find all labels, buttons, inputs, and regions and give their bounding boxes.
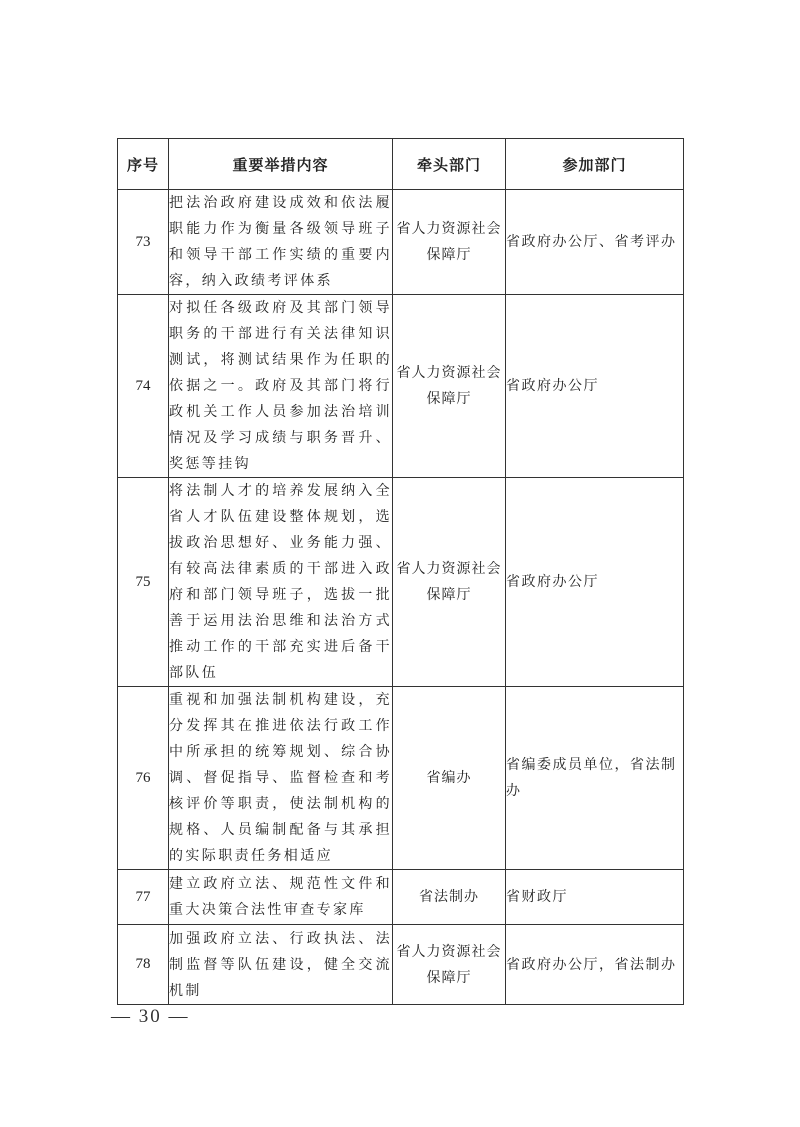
row-content: 将法制人才的培养发展纳入全省人才队伍建设整体规划，选拔政治思想好、业务能力强、有较高法律素质的干部进入政府和部门领导班子，选拔一批善于运用法治思维和法治方式推动工作的干部充实进后备干部队伍 [169, 478, 393, 687]
row-lead-department: 省编办 [393, 687, 506, 870]
row-content: 加强政府立法、行政执法、法制监督等队伍建设，健全交流机制 [169, 925, 393, 1005]
table-row [118, 925, 684, 1005]
header-content: 重要举措内容 [169, 139, 393, 190]
row-lead-department: 省人力资源社会保障厅 [393, 925, 506, 1005]
row-content: 把法治政府建设成效和依法履职能力作为衡量各级领导班子和领导干部工作实绩的重要内容，纳入政绩考评体系 [169, 190, 393, 295]
row-number: 75 [118, 478, 169, 687]
table-row [118, 478, 684, 687]
row-participating-departments: 省政府办公厅、省考评办 [506, 190, 684, 295]
row-lead-department: 省人力资源社会保障厅 [393, 295, 506, 478]
header-lead-department: 牵头部门 [393, 139, 506, 190]
row-lead-department: 省人力资源社会保障厅 [393, 478, 506, 687]
header-participating-departments: 参加部门 [506, 139, 684, 190]
page-number: — 30 — [111, 1006, 190, 1027]
table-row [118, 870, 684, 925]
row-participating-departments: 省财政厅 [506, 870, 684, 925]
row-lead-department: 省法制办 [393, 870, 506, 925]
table-header-row [118, 139, 684, 190]
row-participating-departments: 省政府办公厅 [506, 478, 684, 687]
row-number: 74 [118, 295, 169, 478]
row-number: 77 [118, 870, 169, 925]
row-content: 对拟任各级政府及其部门领导职务的干部进行有关法律知识测试，将测试结果作为任职的依据之一。政府及其部门将行政机关工作人员参加法治培训情况及学习成绩与职务晋升、奖惩等挂钩 [169, 295, 393, 478]
row-participating-departments: 省编委成员单位，省法制办 [506, 687, 684, 870]
row-content: 重视和加强法制机构建设，充分发挥其在推进依法行政工作中所承担的统筹规划、综合协调、督促指导、监督检查和考核评价等职责，使法制机构的规格、人员编制配备与其承担的实际职责任务相适应 [169, 687, 393, 870]
row-participating-departments: 省政府办公厅 [506, 295, 684, 478]
row-lead-department: 省人力资源社会保障厅 [393, 190, 506, 295]
row-number: 73 [118, 190, 169, 295]
row-number: 78 [118, 925, 169, 1005]
table-row [118, 190, 684, 295]
measures-table [117, 138, 684, 1005]
table-row [118, 687, 684, 870]
row-number: 76 [118, 687, 169, 870]
row-content: 建立政府立法、规范性文件和重大决策合法性审查专家库 [169, 870, 393, 925]
table-row [118, 295, 684, 478]
header-no: 序号 [118, 139, 169, 190]
row-participating-departments: 省政府办公厅，省法制办 [506, 925, 684, 1005]
